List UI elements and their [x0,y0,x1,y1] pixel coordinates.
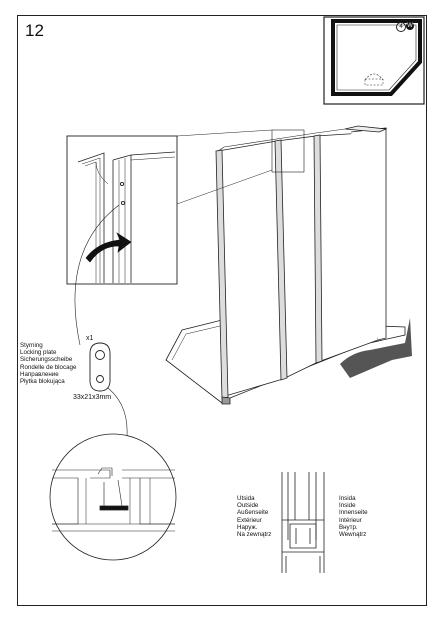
locking-plate-label: Locking plate [20,349,57,357]
locking-plate-label: Płytka blokująca [20,378,65,386]
inside-outside-profile [282,472,324,573]
locking-plate-part [90,343,110,391]
locking-plate-dimensions: 33x21x3mm [73,394,112,401]
locking-plate-label: Направление [20,370,59,378]
locking-plate-label: Sicherungsscheibe [20,356,73,364]
inside-label: Внутр. [339,523,358,531]
inside-label: Wewnątrz [339,531,367,539]
inside-labels [339,495,368,538]
plan-badge-number: 4 [396,22,406,32]
locking-plate-label: Styrning [20,342,43,349]
shower-panels [166,126,412,404]
locking-plate-label: Rondelle de blocage [20,363,77,371]
outside-label: Extérieur [237,516,262,524]
profile-cross-section-detail [50,434,176,560]
outside-label: Na zewnątrz [237,531,272,539]
plan-badge-letter: W [407,23,413,29]
inside-label: Insida [339,495,356,502]
outside-label: Outside [237,502,259,510]
outside-label: Наруж. [237,523,258,531]
step-number: 12 [25,21,44,40]
outside-label: Utsida [237,495,255,502]
part-quantity: x1 [86,335,94,342]
inside-label: Innenseite [339,509,368,517]
inside-label: Intérieur [339,516,362,524]
inside-label: Inside [339,502,356,510]
locking-plate-labels [20,342,76,385]
floor-plan-inset [324,17,424,104]
outside-label: Außenseite [237,509,269,517]
outside-labels [237,495,271,538]
